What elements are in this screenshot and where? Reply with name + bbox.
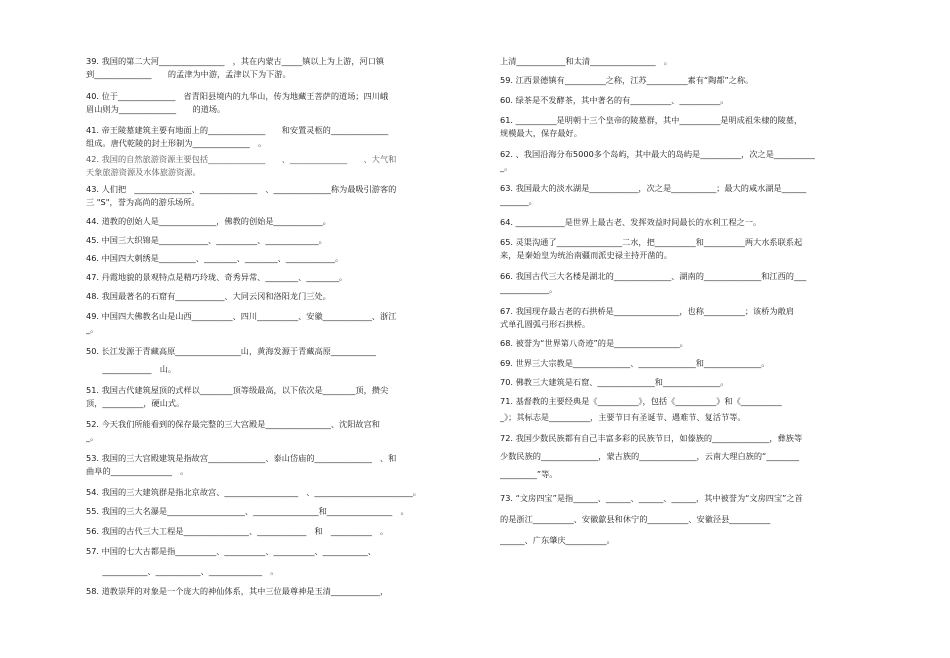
question-line: 组成。唐代乾陵的封土形制为______________ 。 bbox=[86, 138, 267, 148]
question-53 bbox=[86, 452, 478, 478]
question-line: 50. 长江发源于青藏高原________________山，黄海发源于青藏高原___________ bbox=[86, 346, 376, 356]
question-line: 规模最大，保存最好。 bbox=[500, 128, 582, 138]
question-60 bbox=[500, 94, 884, 107]
question-46 bbox=[86, 252, 478, 265]
question-line: ______、广东肇庆__________。 bbox=[500, 535, 615, 545]
question-line: 47. 丹霞地貌的景观特点是精巧玲珑、奇秀异常、________、________。 bbox=[86, 272, 348, 282]
question-line: 61. __________是明朝十三个皇帝的陵墓群，其中__________是明成祖朱棣的陵墓， bbox=[500, 115, 803, 125]
question-70 bbox=[500, 376, 884, 389]
question-63 bbox=[500, 182, 884, 208]
question-57 bbox=[86, 545, 478, 578]
question-line: 41. 帝王陵墓建筑主要有地面上的______________ 和安置灵柩的______________ bbox=[86, 125, 389, 135]
question-40 bbox=[86, 90, 478, 116]
question-61 bbox=[500, 114, 884, 140]
question-line: 72. 我国少数民族都有自己丰富多彩的民族节日，如傣族的______________，彝族等 bbox=[500, 433, 803, 443]
question-43 bbox=[86, 183, 478, 209]
question-line: 天象旅游资源及水体旅游资源。 bbox=[86, 167, 201, 177]
question-line: 70. 佛教三大建筑是石窟、______________和______________。 bbox=[500, 377, 729, 387]
question-line: 55. 我国的三大名瀑是___________________、________________和________________ 。 bbox=[86, 506, 409, 516]
question-line: 54. 我国的三大建筑群是指北京故宫、__________________ 、________________________。 bbox=[86, 487, 421, 497]
question-line: 顶，__________，硬山式。 bbox=[86, 398, 185, 408]
question-line: 44. 道教的创始人是______________，佛教的创始是____________。 bbox=[86, 216, 331, 226]
question-69 bbox=[500, 357, 884, 370]
question-50 bbox=[86, 345, 478, 376]
question-line: 56. 我国的古代三大工程是________________、____________ 和 __________ 。 bbox=[86, 526, 389, 536]
question-66 bbox=[500, 270, 884, 296]
question-line: 73. “文房四宝”是指______、______、______、______，其中被誉为“文房四宝”之首 bbox=[500, 493, 803, 503]
question-line: 来，是秦始皇为统治南疆而派史禄主持开凿的。 bbox=[500, 250, 672, 260]
question-58 bbox=[86, 585, 478, 598]
question-45 bbox=[86, 234, 478, 247]
question-72 bbox=[500, 432, 884, 481]
question-62 bbox=[500, 148, 884, 174]
question-line: 65. 灵渠沟通了________________二水，把__________和__________两大水系联系起 bbox=[500, 237, 803, 247]
question-line: 58. 道教崇拜的对象是一个庞大的神仙体系，其中三位最尊神是玉清____________， bbox=[86, 586, 389, 596]
question-line: 48. 我国最著名的石窟有____________、大同云冈和洛阳龙门三处。 bbox=[86, 291, 331, 301]
question-49 bbox=[86, 310, 478, 336]
question-line: 68. 被誉为“世界第八奇迹”的是________________。 bbox=[500, 338, 688, 348]
question-line: _》；其标志是__________，主要节日有圣诞节、遇难节、复活节等。 bbox=[500, 412, 746, 422]
question-line: 52. 今天我们所能看到的保存最完整的三大宫殿是________________、沈阳故宫和 bbox=[86, 419, 380, 429]
question-65 bbox=[500, 236, 884, 262]
question-line: 64. ____________是世界上最古老、发挥效益时间最长的水利工程之一。 bbox=[500, 217, 762, 227]
question-52 bbox=[86, 418, 478, 444]
question-line: 69. 世界三大宗教是______________、______________和______________。 bbox=[500, 358, 770, 368]
question-51 bbox=[86, 384, 478, 410]
question-line: 曲阜的_______________ 。 bbox=[86, 466, 189, 476]
question-line: 40. 位于______________ 省青阳县境内的九华山，传为地藏王菩萨的道场；四川峨 bbox=[86, 91, 389, 101]
question-line: 59. 江西景德镇有__________之称，江苏__________素有“陶都”之称。 bbox=[500, 75, 754, 85]
question-47 bbox=[86, 271, 478, 284]
question-39 bbox=[86, 55, 478, 81]
question-line: 60. 绿茶是不发酵茶，其中著名的有__________、__________。 bbox=[500, 95, 729, 105]
question-line: _。 bbox=[86, 432, 99, 442]
question-line: _______。 bbox=[500, 196, 537, 206]
question-line: ____________。 bbox=[500, 284, 558, 294]
question-67 bbox=[500, 305, 884, 331]
question-line: _________”等。 bbox=[500, 469, 558, 479]
question-line: ___________、___________、_____________ 。 bbox=[86, 566, 279, 576]
question-line: 43. 人们把 ______________、______________ 、______________称为最吸引游客的 bbox=[86, 184, 397, 194]
question-line: _。 bbox=[500, 162, 513, 172]
question-line: 式单孔圆弧弓形石拱桥。 bbox=[500, 319, 591, 329]
question-line: 66. 我国古代三大名楼是湖北的______________、湖南的______________和江西的___ bbox=[500, 271, 807, 281]
question-59 bbox=[500, 74, 884, 87]
question-line: ____________ 山。 bbox=[86, 364, 177, 374]
question-71 bbox=[500, 395, 884, 424]
question-42 bbox=[86, 153, 478, 179]
question-line: 45. 中国三大织锦是____________、__________、_____________。 bbox=[86, 235, 327, 245]
question-55 bbox=[86, 505, 478, 518]
question-line: 三 "S"，誉为高尚的游乐场所。 bbox=[86, 197, 200, 207]
question-line: 少数民族的______________，蒙古族的______________，云南大理白族的“________ bbox=[500, 451, 799, 461]
question-line: 57. 中国的七大古都是指__________、__________、__________、___________、 bbox=[86, 546, 376, 556]
question-line: 62. 、我国沿海分布5000多个岛屿，其中最大的岛屿是__________，次之是__________ bbox=[500, 149, 815, 159]
question-68 bbox=[500, 337, 884, 350]
question-line: 63. 我国最大的淡水湖是____________，次之是___________；最大的咸水湖是______ bbox=[500, 183, 807, 193]
question-73 bbox=[500, 492, 884, 547]
question-line: 眉山则为______________ 的道场。 bbox=[86, 104, 226, 114]
question-48 bbox=[86, 290, 478, 303]
question-line: 67. 我国现存最古老的石拱桥是________________，也称__________；该桥为敞肩 bbox=[500, 306, 794, 316]
question-line: 46. 中国四大刺绣是_________、________、________、____________。 bbox=[86, 253, 344, 263]
question-line: 49. 中国四大佛教名山是山西__________、四川__________、安徽____________、浙江 bbox=[86, 311, 397, 321]
question-line: 的是浙江__________、安徽歙县和休宁的__________、安徽泾县__________ bbox=[500, 514, 771, 524]
question-44 bbox=[86, 215, 478, 228]
question-line: 53. 我国的三大宫殿建筑是指故宫______________、泰山岱庙的______________ 、和 bbox=[86, 453, 397, 463]
question-56 bbox=[86, 525, 478, 538]
question-58-cont bbox=[500, 55, 884, 68]
question-line: 上清____________和太清________________ 。 bbox=[500, 56, 672, 66]
question-64 bbox=[500, 216, 884, 229]
question-41 bbox=[86, 124, 478, 150]
question-line: 到______________ 的孟津为中游，孟津以下为下游。 bbox=[86, 69, 291, 79]
question-line: 51. 我国古代建筑屋顶的式样以________顶等级最高，以下依次是________顶，攒尖 bbox=[86, 385, 389, 395]
question-line: 39. 我国的第二大河________________ ，其在内蒙古_____镇以上为上游，河口镇 bbox=[86, 56, 385, 66]
question-line: 71. 基督教的主要经典是《__________》，包括《__________》和《__________ bbox=[500, 396, 782, 406]
question-54 bbox=[86, 486, 478, 499]
question-line: _。 bbox=[86, 324, 99, 334]
question-line: 42. 我国的自然旅游资源主要包括______________ 、______________ 、大气和 bbox=[86, 154, 397, 164]
